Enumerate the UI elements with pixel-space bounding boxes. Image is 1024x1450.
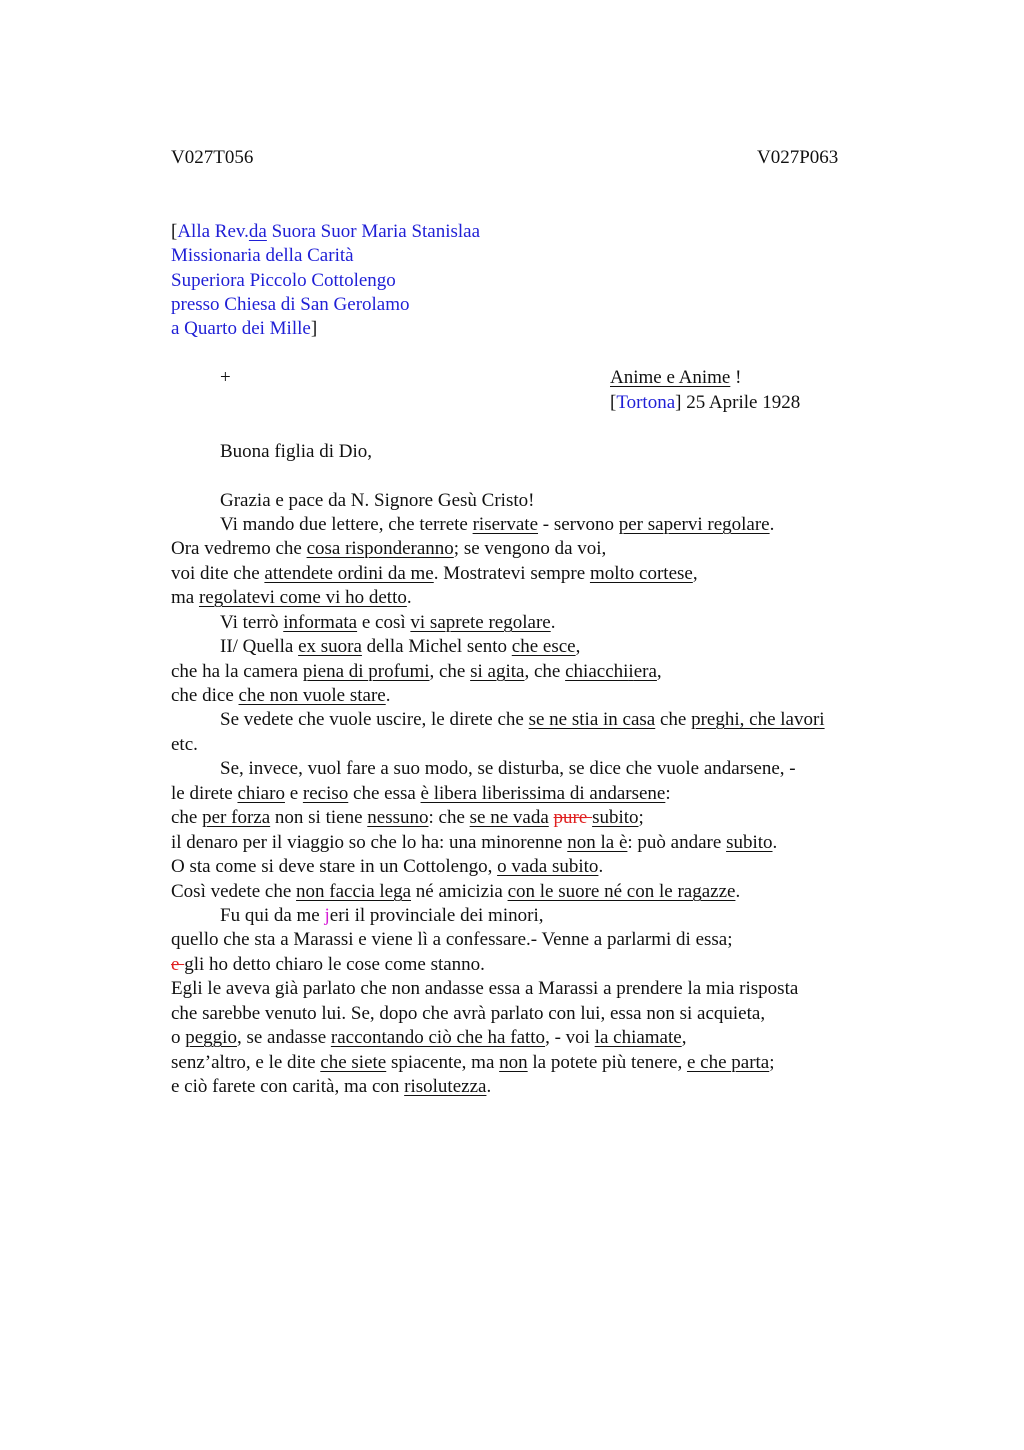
- body-line-23: [171, 1026, 686, 1050]
- salutation: Buona figlia di Dio,: [220, 441, 372, 462]
- underlined-text: chiacchi: [565, 661, 629, 682]
- text-run: ,: [575, 636, 581, 657]
- underlined-text: molto cortese: [589, 563, 693, 584]
- text-run: che ha la camera: [171, 661, 303, 682]
- underlined-text: non faccia lega: [296, 881, 412, 902]
- underlined-text: regolatevi come vi ho detto: [198, 587, 407, 608]
- body-line-13: [171, 782, 671, 806]
- motto-text: Anime e Anime: [610, 367, 731, 388]
- body-line-1: Grazia e pace da N. Signore Gesù Cristo!: [220, 490, 535, 511]
- underlined-text: chiaro: [237, 783, 285, 804]
- document-code-left: V027T056: [171, 147, 254, 168]
- body-line-20: [171, 953, 485, 977]
- text-run: ; se vengono da voi,: [453, 538, 607, 559]
- underlined-text: informata: [283, 612, 358, 633]
- underlined-text: non la è: [567, 832, 628, 853]
- underlined-text: piena di profumi: [302, 661, 430, 682]
- text-run: II/ Quella: [220, 636, 299, 657]
- underlined-text: subito: [726, 832, 773, 853]
- body-line-12: Se, invece, vuol fare a suo modo, se disturba, se dice che vuole andarsene, -: [220, 758, 796, 779]
- text-run: .: [486, 1076, 492, 1097]
- text-run: la potete più tenere,: [527, 1052, 687, 1073]
- body-line-25: [171, 1075, 491, 1099]
- address-abbrev: da: [248, 221, 267, 242]
- underlined-text: cosa risponderanno: [306, 538, 454, 559]
- text-run: della Michel sento: [361, 636, 512, 657]
- body-line-7: [220, 635, 580, 659]
- address-text: Suora Suor Maria Stanislaa: [266, 221, 481, 242]
- text-run: che: [655, 709, 692, 730]
- text-run: e ciò farete con carità, ma con: [171, 1076, 405, 1097]
- deleted-word: pure: [553, 807, 593, 828]
- text-run: , che: [429, 661, 471, 682]
- underlined-text: o vada subito: [497, 856, 599, 877]
- text-run: che dice: [171, 685, 239, 706]
- text-run: ;: [638, 807, 644, 828]
- text-run: o: [171, 1027, 186, 1048]
- body-line-15: [171, 831, 777, 855]
- inserted-letter: j: [324, 905, 330, 926]
- underlined-text: vi saprete regolare: [410, 612, 551, 633]
- underlined-text: per sapervi regolare: [618, 514, 770, 535]
- text-run: .: [406, 587, 412, 608]
- bracket: [: [610, 392, 617, 413]
- deleted-word: e: [171, 954, 185, 975]
- text-run: ,: [681, 1027, 687, 1048]
- body-line-6: [220, 611, 555, 635]
- motto-mark: !: [730, 367, 742, 388]
- underlined-text: reciso: [302, 783, 349, 804]
- bracket: [: [171, 221, 178, 242]
- text-run: : può andare: [627, 832, 727, 853]
- dateline: [610, 391, 800, 415]
- text-run: .: [772, 832, 778, 853]
- underlined-text: raccontando ciò che ha fatto: [330, 1027, 546, 1048]
- body-line-8: [171, 660, 662, 684]
- underlined-text: si agita: [470, 661, 525, 682]
- text-run: .: [385, 685, 391, 706]
- text-run: Fu qui da me: [220, 905, 325, 926]
- text-run: :: [665, 783, 671, 804]
- date: ] 25 Aprile 1928: [675, 392, 801, 413]
- underlined-text: se ne stia in casa: [528, 709, 656, 730]
- address-line-5: [171, 317, 317, 341]
- underlined-text: riservate: [472, 514, 539, 535]
- underlined-text: che non vuole stare: [238, 685, 386, 706]
- text-run: Ora vedremo che: [171, 538, 307, 559]
- text-run: senz’altro, e le dite: [171, 1052, 321, 1073]
- underlined-text: è libera liberissima di andarsene: [420, 783, 666, 804]
- address-line-4: presso Chiesa di San Gerolamo: [171, 294, 410, 315]
- underlined-text: i: [628, 661, 634, 682]
- underlined-text: se ne vada: [469, 807, 549, 828]
- underlined-text: risolutezza: [404, 1076, 487, 1097]
- underlined-text: peggio: [185, 1027, 237, 1048]
- text-run: O sta come si deve stare in un Cottolengo,: [171, 856, 498, 877]
- text-run: eri il provinciale dei minori,: [329, 905, 544, 926]
- body-line-19: quello che sta a Marassi e viene lì a confessare.- Venne a parlarmi di essa;: [171, 929, 733, 950]
- address-line-3: Superiora Piccolo Cottolengo: [171, 270, 396, 291]
- motto: [610, 366, 741, 390]
- text-run: e: [284, 783, 303, 804]
- text-run: .: [598, 856, 604, 877]
- body-line-22: che sarebbe venuto lui. Se, dopo che avrà parlato con lui, essa non si acquieta,: [171, 1003, 766, 1024]
- underlined-text: con le suore né con le ragazze: [507, 881, 736, 902]
- body-line-16: [171, 855, 603, 879]
- body-line-2: [220, 513, 774, 537]
- text-run: Così vedete che: [171, 881, 297, 902]
- text-run: ;: [769, 1052, 775, 1073]
- text-run: che: [171, 807, 203, 828]
- text-run: le direte: [171, 783, 238, 804]
- address-line-2: Missionaria della Carità: [171, 245, 354, 266]
- cross-symbol: +: [220, 367, 231, 388]
- text-run: Vi mando due lettere, che terrete: [220, 514, 473, 535]
- text-run: . Mostratevi sempre: [433, 563, 590, 584]
- underlined-text: per forza: [202, 807, 271, 828]
- body-line-4: [171, 562, 698, 586]
- text-run: spiacente, ma: [386, 1052, 500, 1073]
- text-run: voi dite che: [171, 563, 265, 584]
- underlined-text: che siete: [320, 1052, 387, 1073]
- address-text: a Quarto dei Mille: [171, 318, 311, 339]
- underlined-text: attendete ordini da me: [264, 563, 434, 584]
- text-run: ,: [692, 563, 698, 584]
- text-run: , se andasse: [236, 1027, 331, 1048]
- text-run: né amicizia: [411, 881, 508, 902]
- underlined-text: che esce: [511, 636, 576, 657]
- document-code-right: V027P063: [757, 147, 839, 168]
- text-run: il denaro per il viaggio so che lo ha: una minorenne: [171, 832, 568, 853]
- text-run: .: [735, 881, 741, 902]
- underlined-text: e che parta: [686, 1052, 770, 1073]
- underlined-text: nessuno: [367, 807, 429, 828]
- underlined-text: era: [633, 661, 657, 682]
- underlined-text: ex suora: [298, 636, 362, 657]
- text-run: - servono: [538, 514, 619, 535]
- body-line-21: Egli le aveva già parlato che non andasse essa a Marassi a prendere la mia risposta: [171, 978, 799, 999]
- text-run: ,: [656, 661, 662, 682]
- text-run: non si tiene: [270, 807, 368, 828]
- body-line-17: [171, 880, 740, 904]
- text-run: ma: [171, 587, 199, 608]
- address-text: Alla Rev.: [177, 221, 249, 242]
- body-line-10: [220, 708, 825, 732]
- text-run: e così: [357, 612, 411, 633]
- body-line-18: [220, 904, 543, 928]
- text-run: , che: [524, 661, 566, 682]
- place: Tortona: [616, 392, 676, 413]
- body-line-14: [171, 806, 644, 830]
- text-run: Vi terrò: [220, 612, 284, 633]
- underlined-text: la chiamate: [594, 1027, 682, 1048]
- text-run: .: [550, 612, 556, 633]
- address-line-1: [171, 220, 480, 244]
- bracket: ]: [310, 318, 318, 339]
- underlined-text: subito: [592, 807, 639, 828]
- text-run: .: [769, 514, 775, 535]
- body-line-24: [171, 1051, 775, 1075]
- text-run: gli ho detto chiaro le cose come stanno.: [184, 954, 485, 975]
- body-line-3: [171, 537, 606, 561]
- underlined-text: preghi, che lavori: [691, 709, 825, 730]
- body-line-11: etc.: [171, 734, 198, 755]
- underlined-text: non: [499, 1052, 528, 1073]
- body-line-9: [171, 684, 390, 708]
- text-run: : che: [428, 807, 470, 828]
- body-line-5: [171, 586, 412, 610]
- text-run: Se vedete che vuole uscire, le direte che: [220, 709, 529, 730]
- text-run: , - voi: [545, 1027, 595, 1048]
- text-run: che essa: [348, 783, 421, 804]
